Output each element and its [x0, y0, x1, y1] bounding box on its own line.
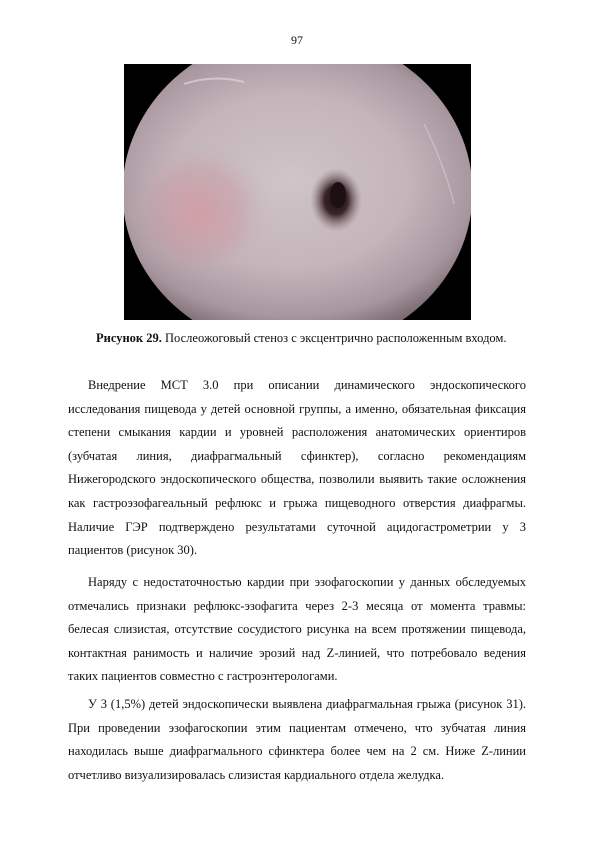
page-number: 97 — [291, 33, 303, 47]
figure-caption — [96, 331, 576, 346]
paragraph-1: Внедрение МСТ 3.0 при описании динамического эндоскопического исследования пищевода у детей основной группы, а именно, обязательная фиксация степени смыкания кардии и уровней расположения анатомических ориентиров (зубчатая линия, диафрагмальный сфинктер), согласно рекомендациям Нижегородского эндоскопического общества, позволили выявить такие осложнения как гастроэзофагеальный рефлюкс и грыжа пищеводного отверстия диафрагмы. Наличие ГЭР подтверждено результатами суточной ацидогастрометрии у 3 пациентов (рисунок 30). — [68, 378, 526, 558]
endoscopic-view-illustration — [124, 64, 471, 320]
figure-caption-label: Рисунок 29. — [96, 331, 162, 345]
figure-caption-text: Послеожоговый стеноз с эксцентрично расположенным входом. — [161, 331, 507, 345]
paragraph-2: Наряду с недостаточностью кардии при эзофагоскопии у данных обследуемых отмечались признаки рефлюкс-эзофагита через 2-3 месяца от момента травмы: белесая слизистая, отсутствие сосудистого рисунка на всем протяжении пищевода, контактная ранимость и наличие эрозий над Z-линией, что потребовало ведения таких пациентов совместно с гастроэнтерологами. — [68, 575, 526, 684]
paragraph-3: У 3 (1,5%) детей эндоскопически выявлена диафрагмальная грыжа (рисунок 31). При проведении эзофагоскопии этим пациентам отмечено, что зубчатая линия находилась выше диафрагмального сфинктера более чем на 2 см. Ниже Z-линии отчетливо визуализировалась слизистая кардиального отдела желудка. — [68, 697, 526, 782]
endoscopic-image — [124, 64, 471, 320]
